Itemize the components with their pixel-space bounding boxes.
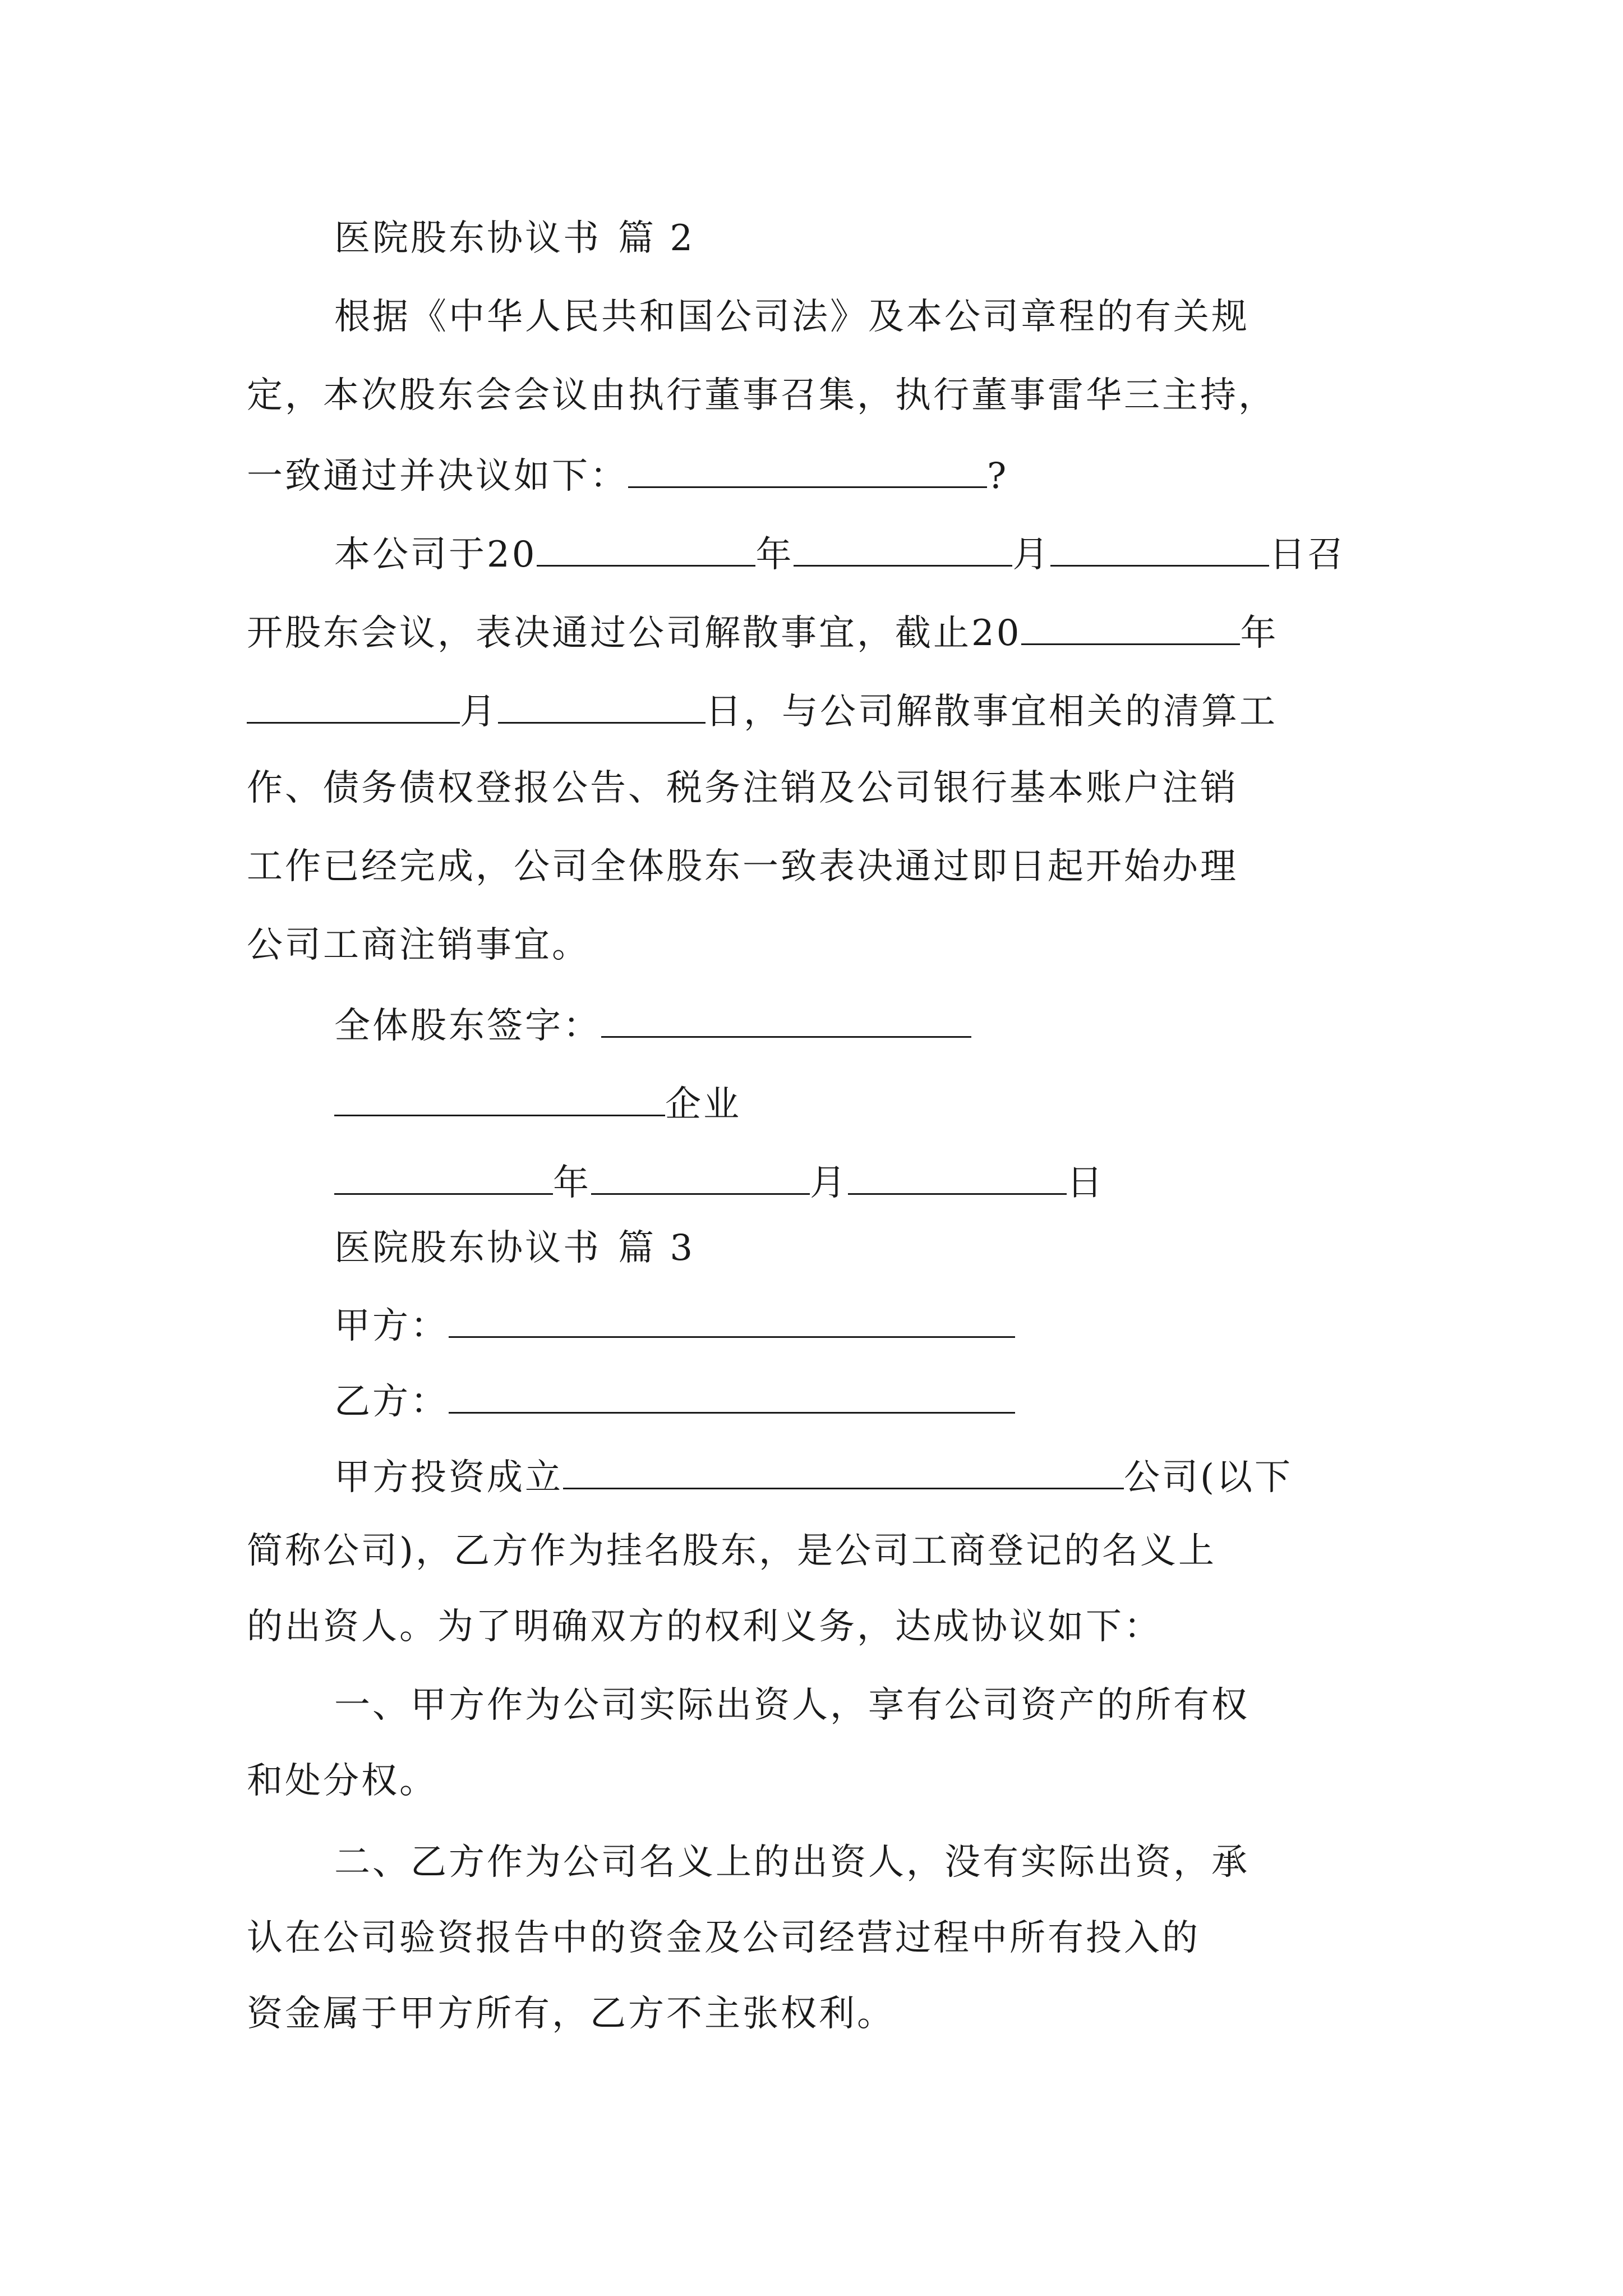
meeting-month-label: 月 — [1012, 534, 1051, 576]
sign-day-blank[interactable] — [848, 1158, 1067, 1195]
company-name-blank[interactable] — [563, 1453, 1124, 1489]
section3-heading-number: 篇 3 — [618, 1227, 695, 1269]
section3-para1-line3: 的出资人。为了明确双方的权利义务，达成协议如下： — [247, 1606, 1162, 1648]
resolution-blank[interactable] — [628, 452, 987, 488]
item1-line2: 和处分权。 — [247, 1760, 437, 1802]
party-b-blank[interactable] — [449, 1377, 1015, 1414]
section2-para2-line3 — [247, 687, 1278, 732]
meeting-year-label: 年 — [755, 534, 794, 576]
section2-para1-line1: 根据《中华人民共和国公司法》及本公司章程的有关规 — [334, 296, 1249, 338]
party-a-label: 甲方： — [334, 1305, 449, 1347]
section3-para1-line1 — [334, 1453, 1293, 1498]
section2-para2-line2 — [247, 609, 1278, 654]
meeting-year-blank[interactable] — [537, 530, 755, 567]
company-prefix: 甲方投资成立 — [334, 1457, 563, 1498]
meeting-month-blank[interactable] — [794, 530, 1012, 567]
question-mark: ? — [987, 455, 1009, 497]
enterprise-label: 企业 — [665, 1084, 741, 1125]
section2-para1-line2: 定，本次股东会会议由执行董事召集，执行董事雷华三主持， — [247, 375, 1276, 416]
section3-heading-title: 医院股东协议书 — [334, 1227, 601, 1269]
sign-day-label: 日 — [1067, 1162, 1105, 1204]
deadline-month-blank[interactable] — [247, 687, 460, 724]
section2-para1-line3 — [247, 452, 1008, 496]
signature-date-line — [334, 1158, 1105, 1203]
deadline-day-blank[interactable] — [498, 687, 706, 724]
sign-month-label: 月 — [810, 1162, 848, 1204]
signature-label: 全体股东签字： — [334, 1005, 601, 1047]
sign-year-label: 年 — [553, 1162, 591, 1204]
party-a-blank[interactable] — [449, 1301, 1015, 1338]
enterprise-line — [334, 1080, 741, 1125]
section3-para1-line2: 简称公司)，乙方作为挂名股东，是公司工商登记的名义上 — [247, 1530, 1216, 1572]
meeting-day-blank[interactable] — [1050, 530, 1269, 567]
item2-line3: 资金属于甲方所有，乙方不主张权利。 — [247, 1993, 895, 2035]
meeting-day-label: 日召 — [1269, 534, 1346, 576]
section2-heading-title: 医院股东协议书 — [334, 218, 601, 259]
section2-para2-line5: 工作已经完成，公司全体股东一致表决通过即日起开始办理 — [247, 846, 1238, 887]
signature-line — [334, 1001, 971, 1046]
section2-heading-number: 篇 2 — [618, 218, 695, 259]
item2-line1: 二、乙方作为公司名义上的出资人，没有实际出资，承 — [334, 1842, 1249, 1883]
deadline-day-text: 日，与公司解散事宜相关的清算工 — [706, 691, 1278, 733]
item2-line2: 认在公司验资报告中的资金及公司经营过程中所有投入的 — [247, 1917, 1200, 1959]
party-a-line — [334, 1301, 1015, 1346]
sign-month-blank[interactable] — [591, 1158, 810, 1195]
section2-para2-line6: 公司工商注销事宜。 — [247, 924, 590, 966]
deadline-month-label: 月 — [460, 691, 498, 733]
deadline-year-label: 年 — [1240, 613, 1279, 654]
deadline-year-blank[interactable] — [1021, 609, 1240, 645]
signature-blank[interactable] — [601, 1001, 971, 1038]
resolution-label: 一致通过并决议如下： — [247, 455, 628, 497]
section3-heading — [334, 1226, 695, 1271]
section2-heading — [334, 216, 695, 261]
party-b-label: 乙方： — [334, 1381, 449, 1423]
company-suffix: 公司(以下 — [1124, 1457, 1293, 1498]
deadline-prefix: 开股东会议，表决通过公司解散事宜，截止20 — [247, 613, 1022, 654]
item1-line1: 一、甲方作为公司实际出资人，享有公司资产的所有权 — [334, 1685, 1249, 1726]
section2-para2-line4: 作、债务债权登报公告、税务注销及公司银行基本账户注销 — [247, 767, 1238, 809]
sign-year-blank[interactable] — [334, 1158, 553, 1195]
section2-para2-line1 — [334, 530, 1345, 575]
party-b-line — [334, 1377, 1015, 1422]
meeting-date-prefix: 本公司于20 — [334, 534, 537, 576]
enterprise-blank[interactable] — [334, 1080, 665, 1116]
